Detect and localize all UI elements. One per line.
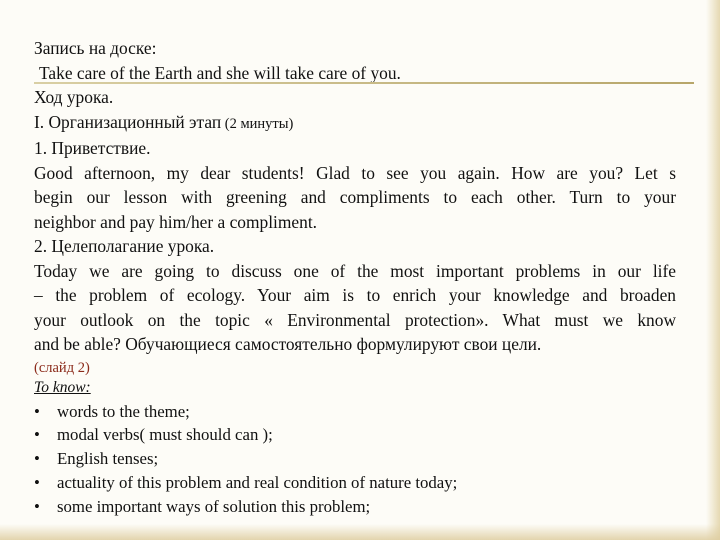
stage-number: I bbox=[34, 111, 40, 132]
greeting-heading: 1. Приветствие. bbox=[34, 138, 151, 158]
board-heading: Запись на доске: bbox=[34, 38, 157, 58]
bullet-icon: • bbox=[34, 496, 40, 516]
list-item bbox=[34, 423, 676, 447]
stage-duration: (2 минуты) bbox=[221, 115, 294, 132]
list-item-text: actuality of this problem and real condition of nature today; bbox=[57, 472, 458, 492]
motto-underline bbox=[34, 82, 694, 84]
goal-heading: 2. Целеполагание урока. bbox=[34, 236, 215, 256]
goal-line: – the problem of ecology. Your aim is to enrich your knowledge and broaden bbox=[34, 285, 676, 305]
list-item-text: words to the theme; bbox=[57, 401, 190, 421]
greeting-line: Good afternoon, my dear students! Glad to see you again. How are you? Let s bbox=[34, 162, 676, 183]
greeting-line: neighbor and pay him/her a compliment. bbox=[34, 211, 318, 232]
bullet-icon: • bbox=[34, 472, 40, 492]
list-item bbox=[34, 400, 676, 424]
course-label: Ход урока. bbox=[34, 87, 114, 107]
bullet-icon: • bbox=[34, 425, 40, 445]
bullet-icon: • bbox=[34, 449, 40, 469]
goal-line: your outlook on the topic « Environmental protection». What must we know bbox=[34, 309, 676, 330]
slide-content bbox=[34, 36, 676, 518]
list-item bbox=[34, 495, 676, 519]
to-know-list bbox=[34, 400, 676, 519]
list-item bbox=[34, 447, 676, 471]
to-know-label: To know: bbox=[34, 378, 91, 396]
stage-name: . Организационный этап bbox=[39, 111, 222, 132]
bullet-icon: • bbox=[34, 401, 40, 421]
motto: Take care of the Earth and she will take care of you. bbox=[39, 62, 401, 83]
list-item bbox=[34, 471, 676, 495]
list-item-text: English tenses; bbox=[57, 449, 159, 469]
list-item-text: some important ways of solution this problem; bbox=[57, 496, 371, 516]
greeting-line: begin our lesson with greening and compliments to each other. Turn to your bbox=[34, 187, 676, 207]
stage-title bbox=[34, 110, 676, 137]
goal-line: Today we are going to discuss one of the most important problems in our life bbox=[34, 260, 676, 281]
list-item-text: modal verbs( must should can ); bbox=[57, 425, 273, 445]
slide-reference: (слайд 2) bbox=[34, 359, 90, 376]
goal-line: and be able? Обучающиеся самостоятельно формулируют свои цели. bbox=[34, 334, 542, 354]
